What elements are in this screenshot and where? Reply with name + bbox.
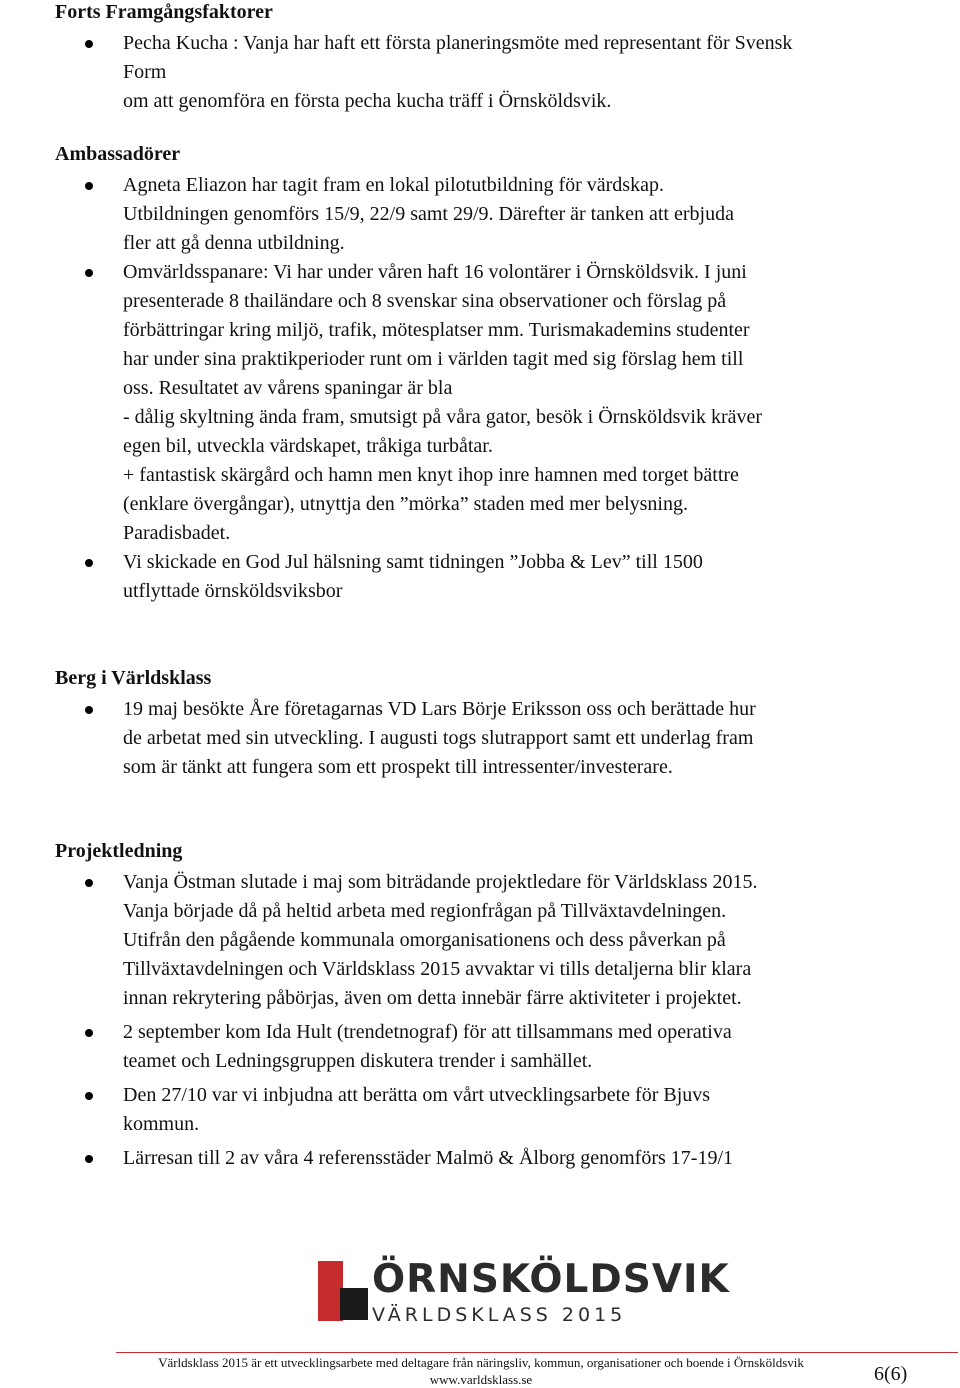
line: + fantastisk skärgård och hamn men knyt ihop inre hamnen med torget bättre: [123, 464, 739, 486]
line: Utifrån den pågående kommunala omorganisationens och dess påverkan på: [123, 929, 726, 951]
section-ambassadorer: [55, 142, 835, 606]
list-item: [55, 171, 835, 258]
bullet-list: [55, 29, 835, 116]
line: Lärresan till 2 av våra 4 referensstäder Malmö & Ålborg genomförs 17-19/1: [123, 1147, 733, 1169]
line: innan rekrytering påbörjas, även om detta innebär färre aktiviteter i projektet.: [123, 987, 742, 1009]
line: fler att gå denna utbildning.: [123, 232, 345, 254]
bullet-list: [55, 868, 835, 1173]
line: utflyttade örnsköldsviksbor: [123, 580, 343, 602]
list-item: [55, 1081, 835, 1144]
line: teamet och Ledningsgruppen diskutera trender i samhället.: [123, 1050, 593, 1072]
line: Utbildningen genomförs 15/9, 22/9 samt 29/9. Därefter är tanken att erbjuda: [123, 203, 734, 225]
bullet-icon: [85, 559, 93, 567]
line: - dålig skyltning ända fram, smutsigt på våra gator, besök i Örnsköldsvik kräver: [123, 406, 763, 428]
bullet-icon: [85, 269, 93, 277]
bullet-icon: [85, 1029, 93, 1037]
line: Vanja Östman slutade i maj som biträdande projektledare för Världsklass 2015.: [123, 871, 758, 893]
line: presenterade 8 thailändare och 8 svenskar sina observationer och förslag på: [123, 290, 727, 312]
line: de arbetat med sin utveckling. I augusti togs slutrapport samt ett underlag fram: [123, 727, 754, 749]
line: om att genomföra en första pecha kucha träff i Örnsköldsvik.: [123, 90, 612, 112]
line: Vanja började då på heltid arbeta med regionfrågan på Tillväxtavdelningen.: [123, 900, 727, 922]
list-item: [55, 258, 835, 548]
logo-subtitle: VÄRLDSKLASS 2015: [372, 1304, 627, 1326]
page-number: 6(6): [874, 1363, 908, 1385]
line: har under sina praktikperioder runt om i världen tagit med sig förslag hem till: [123, 348, 744, 370]
section-heading: Projektledning: [55, 840, 183, 862]
bullet-icon: [85, 706, 93, 714]
bullet-list: [55, 695, 835, 782]
line: Pecha Kucha : Vanja har haft ett första planeringsmöte med representant för Svensk Form: [123, 32, 793, 83]
list-item: [55, 1144, 835, 1173]
line: Tillväxtavdelningen och Världsklass 2015 avvaktar vi tills detaljerna blir klara: [123, 958, 752, 980]
section-forts-framgangsfaktorer: [55, 0, 835, 116]
bullet-icon: [85, 40, 93, 48]
bullet-icon: [85, 182, 93, 190]
line: egen bil, utveckla värdskapet, tråkiga turbåtar.: [123, 435, 493, 457]
section-projektledning: [55, 839, 835, 1173]
bullet-list: [55, 171, 835, 606]
line: kommun.: [123, 1113, 200, 1135]
section-heading: Berg i Världsklass: [55, 667, 212, 689]
line: Omvärldsspanare: Vi har under våren haft 16 volontärer i Örnsköldsvik. I juni: [123, 261, 747, 283]
line: förbättringar kring miljö, trafik, mötesplatser mm. Turismakademins studenter: [123, 319, 750, 341]
list-item: [55, 868, 835, 1018]
bullet-icon: [85, 1092, 93, 1100]
ornskoldsvik-logo: [318, 1257, 730, 1330]
line: oss. Resultatet av vårens spaningar är bla: [123, 377, 453, 399]
line: Agneta Eliazon har tagit fram en lokal pilotutbildning för värdskap.: [123, 174, 664, 196]
section-heading: Forts Framgångsfaktorer: [55, 1, 273, 23]
section-berg-i-varldsklass: [55, 666, 835, 782]
logo-name: ÖRNSKÖLDSVIK: [372, 1257, 730, 1302]
section-heading: Ambassadörer: [55, 143, 181, 165]
bullet-icon: [85, 1155, 93, 1163]
line: (enklare övergångar), utnyttja den ”mörka” staden med mer belysning.: [123, 493, 688, 515]
footer-text: Världsklass 2015 är ett utvecklingsarbete med deltagare från näringsliv, kommun, organisationer och boende i Örnsköldsvik: [158, 1355, 804, 1370]
list-item: [55, 29, 835, 116]
list-item: [55, 548, 835, 606]
list-item: [55, 695, 835, 782]
footer: [116, 1354, 846, 1388]
list-item: [55, 1018, 835, 1081]
line: 2 september kom Ida Hult (trendetnograf) för att tillsammans med operativa: [123, 1021, 732, 1043]
line: som är tänkt att fungera som ett prospekt till intressenter/investerare.: [123, 756, 673, 778]
line: 19 maj besökte Åre företagarnas VD Lars Börje Eriksson oss och berättade hur: [123, 698, 756, 720]
logo-mark-accent-icon: [340, 1288, 368, 1320]
line: Vi skickade en God Jul hälsning samt tidningen ”Jobba & Lev” till 1500: [123, 551, 703, 573]
footer-url: www.varldsklass.se: [429, 1372, 533, 1387]
line: Den 27/10 var vi inbjudna att berätta om vårt utvecklingsarbete för Bjuvs: [123, 1084, 711, 1106]
bullet-icon: [85, 879, 93, 887]
footer-divider: [116, 1352, 958, 1353]
line: Paradisbadet.: [123, 522, 231, 544]
